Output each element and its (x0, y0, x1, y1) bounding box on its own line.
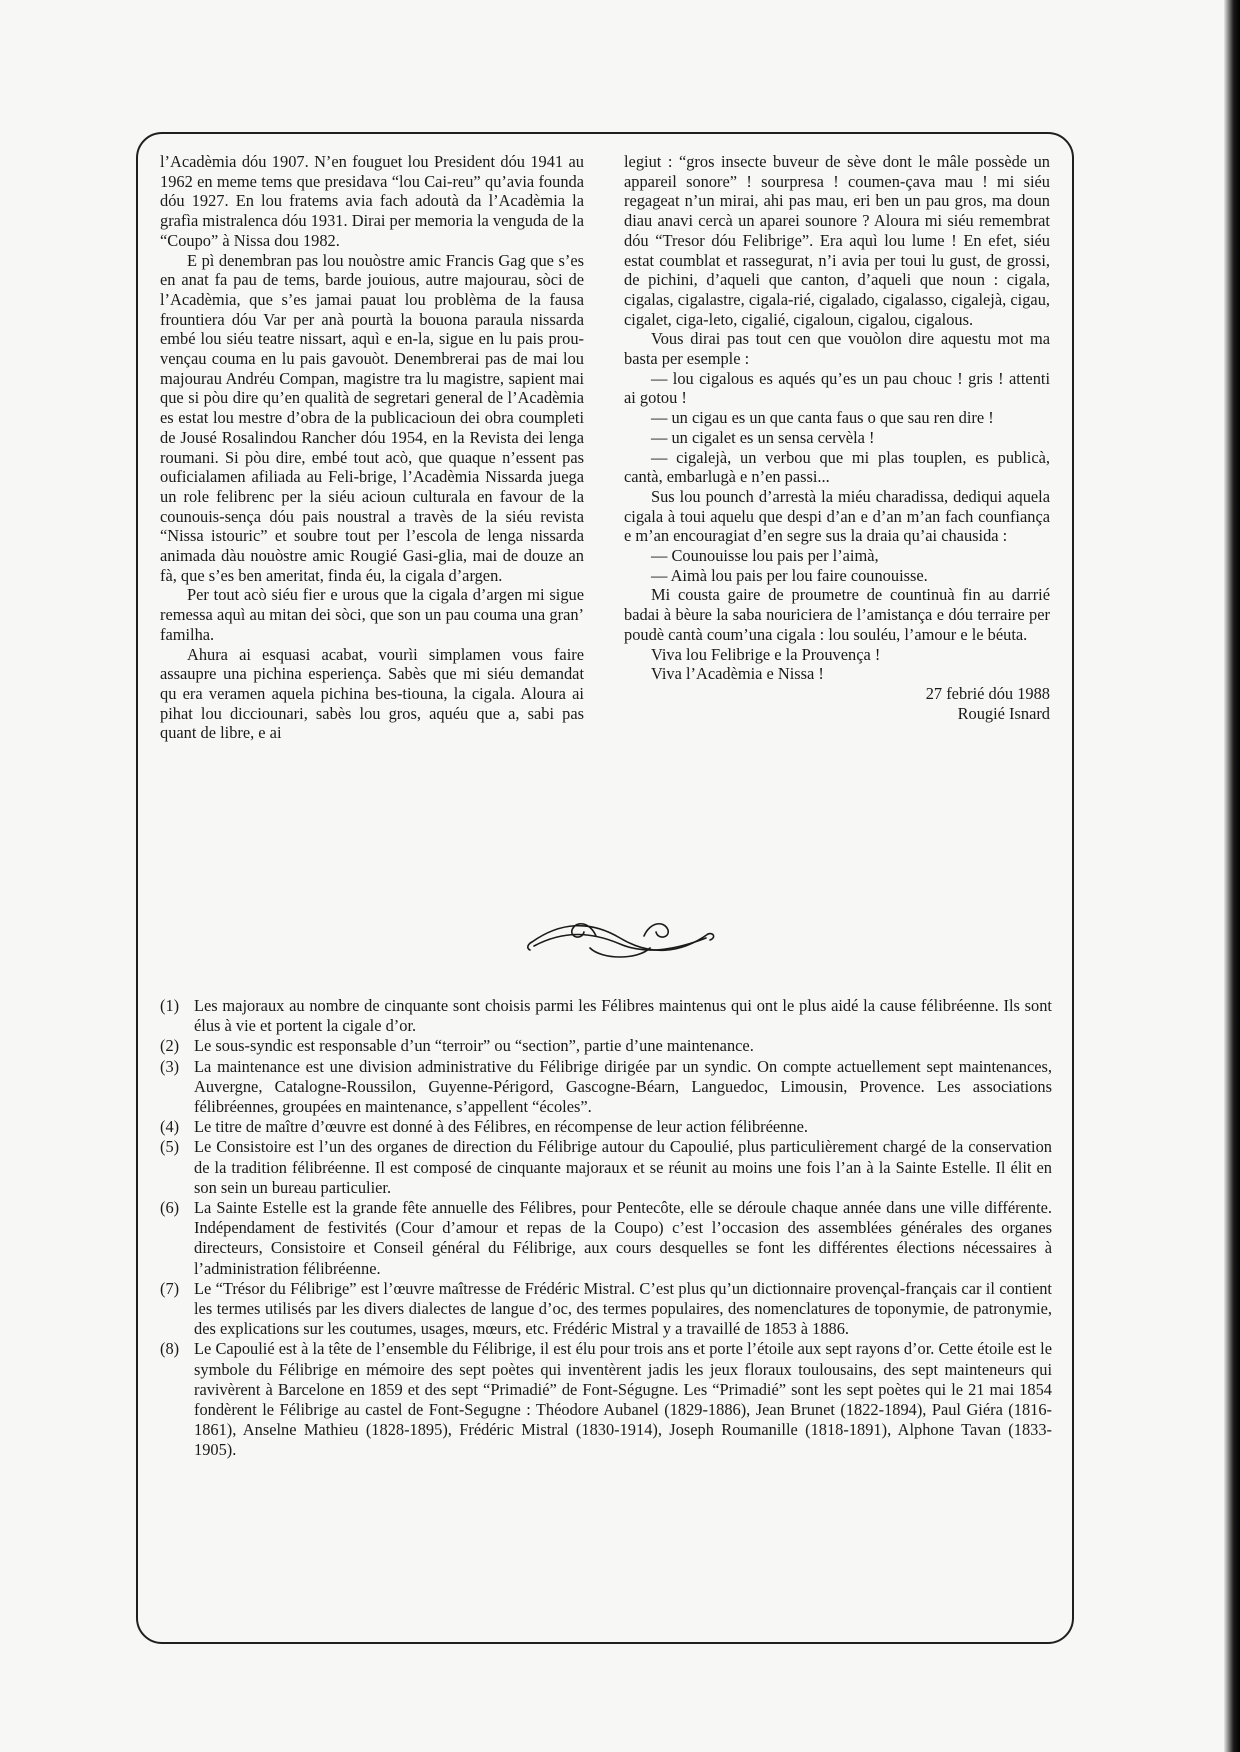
footnote-number: (7) (160, 1278, 180, 1298)
footnote (160, 1117, 1052, 1137)
footnote-number: (1) (160, 996, 180, 1015)
paragraph: — cigalejà, un verbou que mi plas touplen, es publicà, cantà, embarlugà e n’en passi... (624, 447, 1050, 487)
signature-date: 27 febrié dóu 1988 (925, 683, 1050, 703)
footnote (160, 1279, 1052, 1340)
paragraph: E pì denembran pas lou nouòstre amic Francis Gag que s’es en anat fa pau de tems, barde jouious, autre majourau, sòci de l’Acadèmia, que s’es jamai pauat lou problèma de la fausa frountiera dóu Var per anà pourtà la bouona paraula nissarda embé lou siéu teatre nissart, aquì e en-la, sigue en lu pais prou-vençau couma en lu pais gavouòt. Denembrerai pas de mai lou majourau Andréu Compan, magistre tra lu magistre, sapient mai que si pòu dire qu’en qualità de segretari general de l’Acadèmia es estat lou mestre d’obra de la publicacioun dei obra coumpleti de Jousé Rosalindou Rancher dóu 1954, en la Revista dei lenga roumani. Si pòu dire, embé tout acò, que quaque n’essent pas ouficialamen afiliada au Feli-brige, l’Acadèmia Nissarda juega un role felibrenc per la siéu acioun culturala en favour de la counouis-sença dóu pais noustral a travès de la siéu revista “Nissa istouric” et soubre tout per l’escola de lenga nissarda animada dàu nouòstre amic Rougié Gasi-glia, mai de douze an fà, que s’es ben ameritat, finda éu, la cigala d’argen. (160, 250, 584, 585)
footnote-number: (5) (160, 1137, 180, 1157)
page-edge-shadow (1224, 0, 1240, 1752)
left-column (160, 152, 584, 743)
paragraph: l’Acadèmia dóu 1907. N’en fouguet lou President dóu 1941 au 1962 en meme tems que presidava “lou Cai-reu” qu’avia founda dóu 1927. En lou fratems avia fach adoutà da l’Acadèmia la grafìa mistralenca dóu 1931. Dirai per memoria la venguda de la “Coupo” à Nissa dou 1982. (160, 152, 584, 250)
paragraph: Sus lou pounch d’arrestà la miéu charadissa, dediqui aquela cigala à toui aquelu que despi d’an e d’an m’an fach counfiança e m’an encouragiat d’en segre sus la draia qu’ai chausida : (624, 486, 1050, 546)
footnote-text: Le titre de maître d’œuvre est donné à des Félibres, en récompense de leur action félibréenne. (194, 1117, 808, 1137)
footnote-text: Le Capoulié est à la tête de l’ensemble du Félibrige, il est élu pour trois ans et porte l’étoile aux sept rayons d’or. Cette étoile est le symbole du Félibrige en mémoire des sept poètes qui inventèrent jadis les jeux floraux toulousains, des sept mainteneurs qui ravivèrent à Barcelone en 1859 et des sept “Primadié” de Font-Ségugne. Les “Primadié” sont les sept poètes qui le 21 mai 1854 fondèrent le Félibrige au castel de Font-Segugne : Théodore Aubanel (1829-1886), Jean Brunet (1822-1894), Paul Giéra (1816-1861), Anselne Mathieu (1828-1895), Frédéric Mistral (1830-1914), Joseph Roumanille (1818-1891), Alphone Tavan (1833-1905). (194, 1339, 1052, 1460)
paragraph: Mi cousta gaire de proumetre de countinuà fin au darrié badai à bèure la saba nouriciera de l’amistança e dóu terraire per poudè cantà coum’una cigala : lou souléu, l’amour e le béuta. (624, 585, 1050, 644)
paragraph: — un cigau es un que canta faus o que sau ren dire ! (651, 408, 994, 428)
footnote-number: (6) (160, 1198, 180, 1218)
paragraph: — Aimà lou pais per lou faire counouisse. (651, 565, 928, 585)
footnote-number: (4) (160, 1117, 180, 1137)
footnote-text: Le “Trésor du Félibrige” est l’œuvre maîtresse de Frédéric Mistral. C’est plus qu’un dictionnaire provençal-français car il contient les termes utilisés par les divers dialectes de langue d’oc, des termes populaires, des nomenclatures de toponymie, de patronymie, des explications sur les coutumes, usages, mœurs, etc. Frédéric Mistral y a travaillé de 1853 à 1886. (194, 1278, 1052, 1339)
footnote (160, 1036, 1052, 1056)
footnote (160, 1057, 1052, 1118)
right-column (624, 152, 1050, 723)
footnote (160, 996, 1052, 1036)
paragraph: Ahura ai esquasi acabat, vourìi simplamen vous faire assaupre una pichina esperiença. Sabès que mi siéu demandat qu era veramen aquela pichina bes-tiouna, la cigala. Aloura ai pihat lou dicciounari, sabès lou gros, aquéu que a, sabi pas quant de libre, e ai (160, 644, 584, 743)
footnote-text: La maintenance est une division administrative du Félibrige dirigée par un syndic. On compte actuellement sept maintenances, Auvergne, Catalogne-Roussilon, Guyenne-Périgord, Gascogne-Béarn, Languedoc, Limousin, Provence. Les associations félibréennes, groupées en maintenance, s’appellent “écoles”. (194, 1056, 1052, 1117)
paragraph: — Counouisse lou pais per l’aimà, (651, 546, 879, 566)
footnote-text: Les majoraux au nombre de cinquante sont choisis parmi les Félibres maintenus qui ont le plus aidé la cause félibréenne. Ils sont élus à vie et portent la cigale d’or. (194, 996, 1052, 1036)
paragraph: Viva lou Felibrige e la Prouvença ! (651, 644, 881, 664)
footnotes (160, 996, 1052, 1461)
paragraph: — un cigalet es un sensa cervèla ! (651, 427, 875, 447)
footnote-text: La Sainte Estelle est la grande fête annuelle des Félibres, pour Pentecôte, elle se déroule chaque année dans une ville différente. Indépendament de festivités (Cour d’amour et repas de la Coupo) c’est l’occasion des assemblées générales des organes directeurs, Consistoire et Conseil général du Félibrige, aux cours desquelles se font les différentes élections nécessaires à l’administration félibréenne. (194, 1198, 1052, 1278)
signature-author: Rougié Isnard (957, 703, 1050, 723)
paragraph: legiut : “gros insecte buveur de sève dont le mâle possède un appareil sonore” ! sourpresa ! coumen-çava mau ! mi siéu regageat n’un mirai, ahi pas mau, eri ben un pau gros, ma doun diau anavi cercà un aparei sounore ? Aloura mi siéu remembrat dóu “Tresor dóu Felibrige”. Era aquì lou lume ! En efet, siéu estat coumblat et rassegurat, n’i avia per toui lu gust, de grossi, de pichini, d’aqueli que canton, d’aqueli que noun : cigala, cigalas, cigalastre, cigala-rié, cigalado, cigalasso, cigalejà, cigau, cigalet, ciga-leto, cigalié, cigaloun, cigalou, cigalous. (624, 152, 1050, 329)
footnote-number: (8) (160, 1339, 180, 1359)
footnote (160, 1198, 1052, 1279)
paragraph: Viva l’Acadèmia e Nissa ! (651, 664, 824, 684)
paragraph: Vous dirai pas tout cen que vouòlon dire aquestu mot ma basta per esemple : (624, 329, 1050, 369)
paragraph: — lou cigalous es aqués qu’es un pau chouc ! gris ! attenti ai gotou ! (624, 368, 1050, 408)
paragraph: Per tout acò siéu fier e urous que la cigala d’argen mi sigue remessa aquì au mitan dei sòci, que son un pau couma una gran’ familha. (160, 585, 584, 644)
footnote-text: Le Consistoire est l’un des organes de direction du Félibrige autour du Capoulié, plus particulièrement chargé de la conservation de la tradition félibréenne. Il est composé de cinquante majoraux et se réunit au moins une fois l’an à la Sainte Estelle. Il élit en son sein un bureau particulier. (194, 1137, 1052, 1197)
footnote (160, 1137, 1052, 1198)
flourish-ornament (520, 912, 720, 964)
footnote-number: (2) (160, 1036, 180, 1056)
footnote-text: Le sous-syndic est responsable d’un “terroir” ou “section”, partie d’une maintenance. (194, 1036, 754, 1056)
footnote (160, 1339, 1052, 1460)
footnote-number: (3) (160, 1056, 180, 1076)
